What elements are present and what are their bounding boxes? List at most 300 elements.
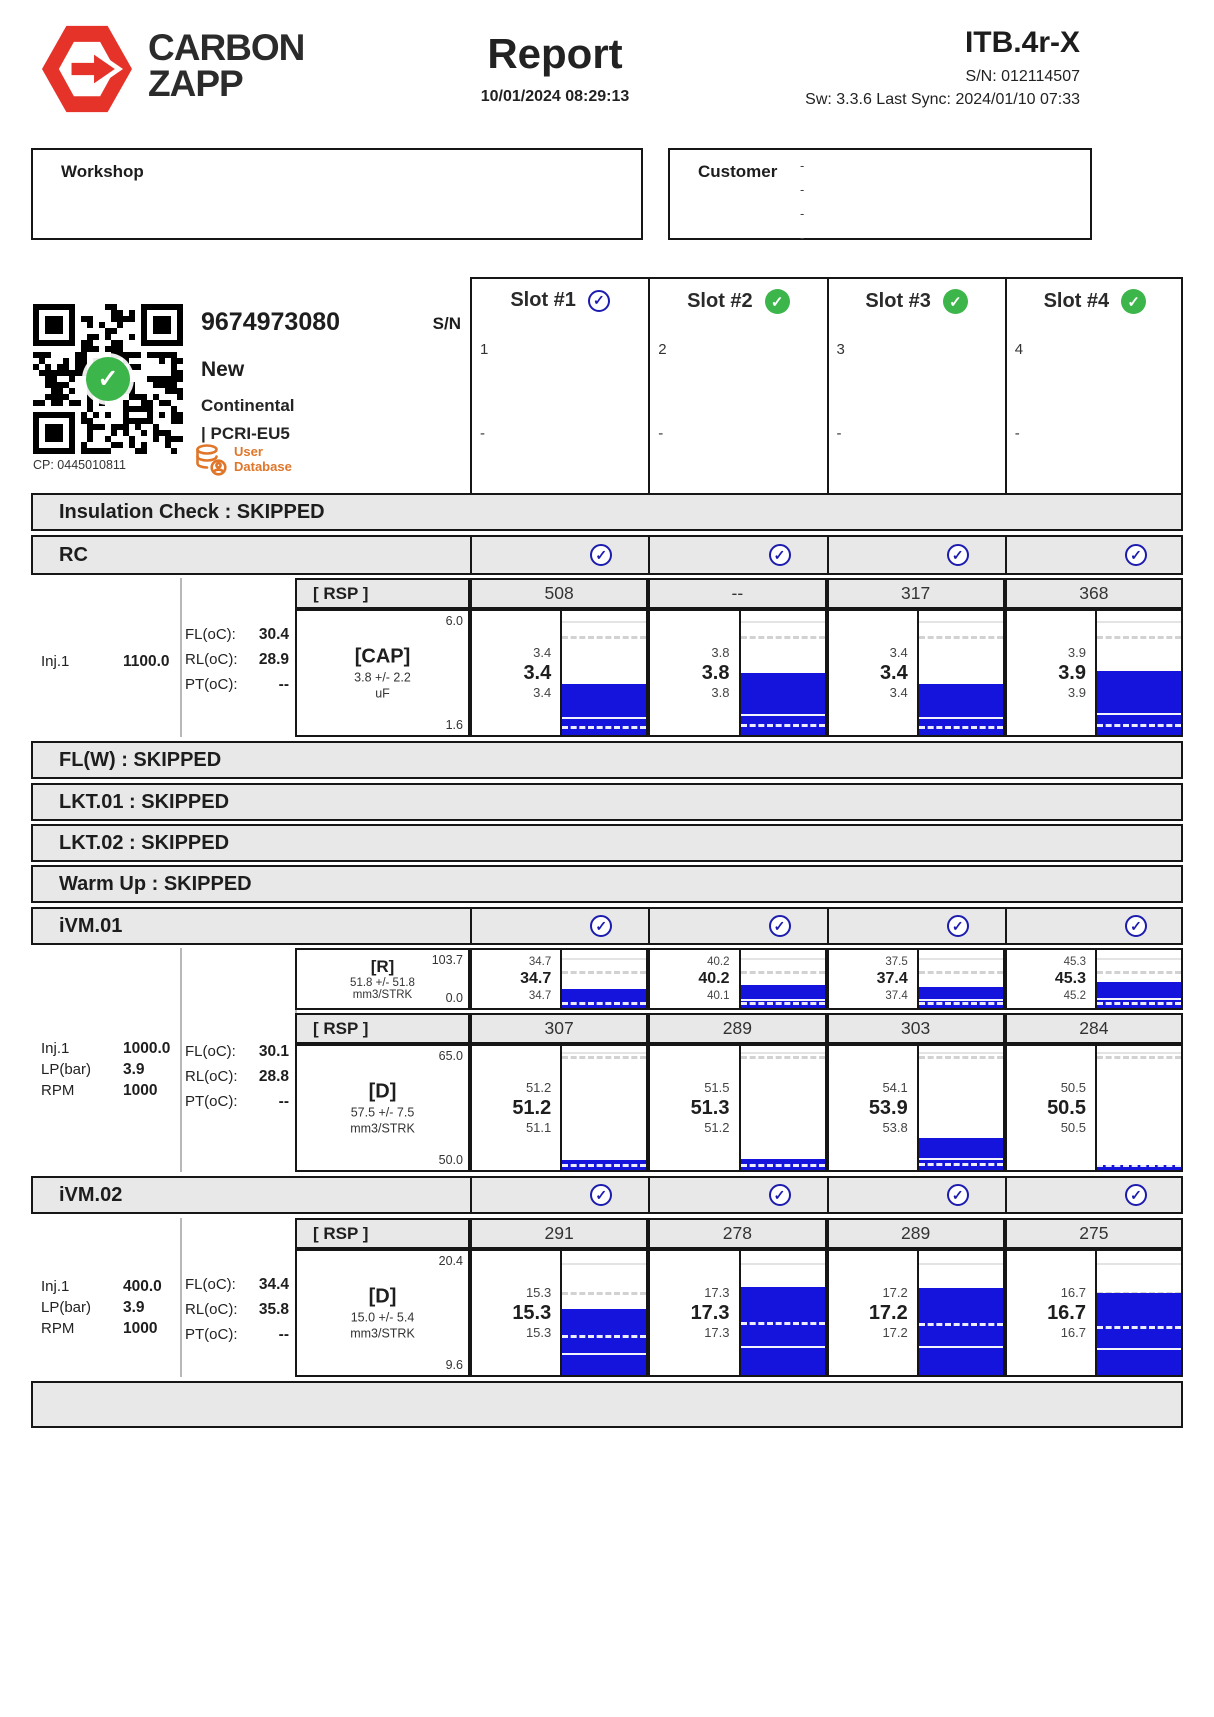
- qr-code: [33, 304, 183, 459]
- value-avg: 3.9: [1058, 661, 1086, 684]
- upper-limit-line: [741, 958, 825, 960]
- rsp-value-cell: 289: [827, 1218, 1005, 1249]
- value-max: 3.9: [1067, 644, 1086, 660]
- upper-limit-line: [562, 958, 646, 960]
- condition-label: Inj.1: [41, 653, 70, 670]
- slot-check-cell: [827, 907, 1005, 945]
- value-min: 45.2: [1063, 989, 1086, 1002]
- section-bar-flw-title: FL(W) : SKIPPED: [59, 748, 222, 771]
- test-unit: mm3/STRK: [350, 1326, 415, 1341]
- condition-value: 3.9: [123, 1299, 145, 1316]
- slot-column: [1005, 277, 1183, 493]
- rsp-value-cell: 284: [1005, 1013, 1183, 1044]
- check-filled-green-icon: ✓: [765, 289, 790, 314]
- bar-fill: [919, 1288, 1003, 1375]
- rsp-label: [ RSP ]: [313, 1018, 369, 1038]
- test-tolerance: 51.8 +/- 51.8: [350, 977, 415, 989]
- upper-limit-line: [919, 1052, 1003, 1054]
- check-outline-blue-icon: ✓: [769, 915, 791, 937]
- white-dash-marker: [1097, 724, 1181, 727]
- temp-label: PT(oC):: [185, 676, 238, 693]
- range-max: 103.7: [431, 953, 463, 967]
- section-bar-insulation-title: Insulation Check : SKIPPED: [59, 500, 325, 523]
- upper-limit-line: [1097, 1052, 1181, 1054]
- device-serial: S/N: 012114507: [965, 68, 1080, 85]
- section-bar-ivm02: [31, 1176, 1183, 1214]
- upper-limit-line: [1097, 1263, 1181, 1265]
- value-min: 37.4: [885, 989, 908, 1002]
- white-dash-marker: [919, 1002, 1003, 1005]
- tolerance-dash-line: [741, 1056, 825, 1059]
- user-database-badge: [193, 442, 292, 478]
- tolerance-dash-line: [1097, 1056, 1181, 1059]
- condition-value: 1100.0: [123, 653, 170, 670]
- condition-label: Inj.1: [41, 1278, 70, 1295]
- rsp-label: [ RSP ]: [313, 1223, 369, 1243]
- tolerance-dash-line: [919, 636, 1003, 639]
- bar-chart: [739, 1046, 825, 1170]
- section-bar-lkt02: [31, 824, 1183, 862]
- condition-value: 3.9: [123, 1061, 145, 1078]
- white-line-marker: [919, 999, 1003, 1002]
- report-table: [31, 268, 1183, 1498]
- section-bar-warmup: [31, 865, 1183, 903]
- slot-index: 2: [658, 341, 667, 358]
- white-line-marker: [562, 1353, 646, 1356]
- customer-dash: -: [800, 230, 805, 245]
- slot-chart-cell: [470, 948, 648, 1010]
- bar-chart: [1095, 1046, 1181, 1170]
- white-line-marker: [919, 1158, 1003, 1161]
- slot-index: 1: [480, 341, 489, 358]
- value-avg: 53.9: [868, 1096, 908, 1119]
- check-outline-blue-icon: ✓: [1125, 1184, 1147, 1206]
- brand-name: [148, 27, 305, 105]
- upper-limit-line: [1097, 958, 1181, 960]
- test-name: [D]: [368, 1080, 397, 1103]
- column-divider: [180, 948, 182, 1172]
- upper-limit-line: [562, 621, 646, 623]
- rsp-label-cell: [295, 1218, 470, 1249]
- value-min: 40.1: [707, 989, 730, 1002]
- check-outline-blue-icon: ✓: [947, 544, 969, 566]
- slot-check-cell: [470, 907, 648, 945]
- upper-limit-line: [741, 1052, 825, 1054]
- injector-part-number: 9674973080: [201, 308, 341, 336]
- brand-logo: [38, 24, 136, 119]
- check-outline-blue-icon: ✓: [947, 1184, 969, 1206]
- slot-values: [650, 611, 738, 735]
- condition-label: RPM: [41, 1320, 75, 1337]
- slot-values: [650, 950, 738, 1008]
- value-avg: 17.3: [690, 1301, 730, 1324]
- slot-chart-cell: [470, 609, 648, 737]
- white-line-marker: [1097, 1348, 1181, 1351]
- slot-values: [650, 1046, 738, 1170]
- brand-line2: ZAPP: [148, 63, 243, 105]
- slot-values: [829, 1046, 917, 1170]
- carbon-zapp-logo-icon: [38, 24, 136, 114]
- slot-check-cell: [1005, 1176, 1183, 1214]
- slot-title: Slot #2: [687, 290, 753, 312]
- upper-limit-line: [741, 621, 825, 623]
- rsp-value-cell: 508: [470, 578, 648, 609]
- upper-limit-line: [741, 1263, 825, 1265]
- temp-value: --: [278, 1326, 289, 1343]
- range-min: 50.0: [438, 1153, 463, 1167]
- slot-sn-value: -: [1014, 425, 1020, 442]
- value-max: 50.5: [1060, 1079, 1086, 1095]
- rsp-value-cell: --: [648, 578, 826, 609]
- customer-label: Customer: [698, 162, 778, 181]
- bar-fill: [562, 1309, 646, 1375]
- value-max: 3.4: [889, 644, 908, 660]
- slot-values: [472, 1046, 560, 1170]
- column-divider: [180, 578, 182, 737]
- value-max: 45.3: [1063, 956, 1086, 969]
- slot-chart-cell: [1005, 1044, 1183, 1172]
- slot-check-cell: [470, 1176, 648, 1214]
- tolerance-dash-line: [562, 971, 646, 974]
- test-info: [297, 1286, 468, 1341]
- slot-header: [472, 277, 648, 312]
- tolerance-dash-line: [562, 636, 646, 639]
- slot-chart-cell: [648, 948, 826, 1010]
- value-avg: 3.4: [879, 661, 908, 684]
- white-dash-marker: [1097, 1164, 1181, 1167]
- bar-chart: [560, 950, 646, 1008]
- slot-title: Slot #4: [1043, 290, 1110, 312]
- bar-chart: [739, 950, 825, 1008]
- slot-values: [829, 950, 917, 1008]
- range-max: 6.0: [445, 614, 463, 628]
- section-bar-insulation: [31, 493, 1183, 531]
- value-avg: 50.5: [1047, 1096, 1086, 1119]
- slot-chart-cell: [827, 1249, 1005, 1377]
- slot-values: [472, 950, 560, 1008]
- white-dash-marker: [741, 1322, 825, 1325]
- customer-dash: -: [800, 158, 805, 173]
- value-min: 15.3: [525, 1325, 552, 1341]
- slot-chart-cell: [648, 609, 826, 737]
- white-line-marker: [741, 999, 825, 1002]
- rsp-label: [ RSP ]: [313, 583, 369, 603]
- check-outline-blue-icon: ✓: [947, 915, 969, 937]
- value-max: 40.2: [707, 956, 730, 969]
- device-model: ITB.4r-X: [964, 26, 1080, 59]
- check-outline-blue-icon: ✓: [588, 290, 610, 312]
- value-avg: 3.8: [701, 661, 730, 684]
- test-tolerance: 3.8 +/- 2.2: [354, 670, 411, 685]
- device-header: [700, 26, 1080, 109]
- check-filled-green-icon: ✓: [1121, 289, 1146, 314]
- range-min: 9.6: [445, 1358, 463, 1372]
- test-info: [297, 646, 468, 701]
- tolerance-dash-line: [741, 636, 825, 639]
- condition-value: 400.0: [123, 1278, 162, 1295]
- value-avg: 15.3: [512, 1301, 552, 1324]
- check-filled-green-icon: ✓: [943, 289, 968, 314]
- condition-label: RPM: [41, 1082, 75, 1099]
- value-avg: 45.3: [1054, 970, 1086, 988]
- white-line-marker: [741, 714, 825, 717]
- brand-line1: CARBON: [148, 27, 305, 68]
- test-info-cell: [295, 948, 470, 1010]
- section-bar-rc: [31, 535, 1183, 575]
- customer-box: [668, 148, 1092, 245]
- slot-values: [472, 1251, 560, 1375]
- temp-value: 34.4: [258, 1276, 289, 1293]
- slot-sn-value: -: [480, 425, 485, 442]
- white-line-marker: [919, 1346, 1003, 1349]
- value-avg: 37.4: [876, 970, 908, 988]
- white-line-marker: [562, 717, 646, 720]
- slot-header: [650, 277, 826, 314]
- bar-chart: [560, 1251, 646, 1375]
- slot-check-cell: [827, 535, 1005, 575]
- value-avg: 51.3: [690, 1096, 730, 1119]
- value-min: 3.4: [533, 685, 552, 701]
- condition-label: LP(bar): [41, 1061, 92, 1078]
- temp-label: FL(oC):: [185, 1276, 236, 1293]
- check-outline-blue-icon: ✓: [590, 544, 612, 566]
- qr-check-icon: ✓: [86, 357, 130, 401]
- test-unit: mm3/STRK: [352, 989, 413, 1001]
- test-tolerance: 57.5 +/- 7.5: [350, 1105, 415, 1120]
- tolerance-dash-line: [562, 1292, 646, 1295]
- slot-chart-cell: [1005, 609, 1183, 737]
- tolerance-dash-line: [562, 1056, 646, 1059]
- temp-label: RL(oC):: [185, 1068, 238, 1085]
- injector-cp-number: CP: 0445010811: [33, 458, 126, 472]
- test-unit: uF: [375, 686, 390, 701]
- upper-limit-line: [562, 1263, 646, 1265]
- slot-title: Slot #3: [865, 290, 931, 312]
- slot-check-cell: [648, 907, 826, 945]
- slot-values: [472, 611, 560, 735]
- bar-chart: [560, 1046, 646, 1170]
- bar-chart: [917, 611, 1003, 735]
- slot-chart-cell: [470, 1044, 648, 1172]
- test-tolerance: 15.0 +/- 5.4: [350, 1310, 415, 1325]
- condition-value: 1000: [123, 1082, 158, 1099]
- slot-header: [1007, 277, 1183, 314]
- check-outline-blue-icon: ✓: [1125, 544, 1147, 566]
- slot-column: [827, 277, 1005, 493]
- upper-limit-line: [919, 958, 1003, 960]
- white-dash-marker: [919, 726, 1003, 729]
- check-outline-blue-icon: ✓: [769, 544, 791, 566]
- rsp-value-cell: 275: [1005, 1218, 1183, 1249]
- workshop-label: Workshop: [61, 162, 144, 181]
- temp-label: FL(oC):: [185, 1043, 236, 1060]
- range-max: 20.4: [438, 1254, 463, 1268]
- rsp-value-cell: 303: [827, 1013, 1005, 1044]
- value-min: 3.4: [889, 685, 908, 701]
- slot-check-cell: [648, 535, 826, 575]
- database-icon: [193, 442, 229, 478]
- section-bar-warmup-title: Warm Up : SKIPPED: [59, 872, 252, 895]
- value-max: 3.4: [533, 644, 552, 660]
- tolerance-dash-line: [919, 971, 1003, 974]
- value-min: 51.2: [704, 1120, 730, 1136]
- injector-family: | PCRI-EU5: [201, 424, 290, 443]
- slot-check-cell: [1005, 535, 1183, 575]
- white-dash-marker: [919, 1323, 1003, 1326]
- white-line-marker: [1097, 998, 1181, 1001]
- check-outline-blue-icon: ✓: [590, 1184, 612, 1206]
- divider: [1181, 277, 1183, 493]
- bar-chart: [1095, 1251, 1181, 1375]
- injector-condition: New: [201, 358, 245, 381]
- tolerance-dash-line: [741, 971, 825, 974]
- bar-chart: [917, 950, 1003, 1008]
- value-max: 3.8: [711, 644, 730, 660]
- value-avg: 3.4: [523, 661, 552, 684]
- slot-index: 3: [836, 341, 845, 358]
- bar-chart: [560, 611, 646, 735]
- temp-label: PT(oC):: [185, 1093, 238, 1110]
- upper-limit-line: [1097, 621, 1181, 623]
- value-max: 37.5: [885, 956, 908, 969]
- slot-index: 4: [1014, 341, 1024, 358]
- user-database-label: [234, 445, 292, 475]
- section-bar-ivm01-title: iVM.01: [59, 914, 123, 937]
- workshop-box: [31, 148, 643, 240]
- slot-check-cell: [648, 1176, 826, 1214]
- slot-column: [470, 277, 648, 493]
- section-bar-flw: [31, 741, 1183, 779]
- slot-chart-cell: [648, 1249, 826, 1377]
- slot-chart-cell: [470, 1249, 648, 1377]
- slot-values: [1007, 611, 1095, 735]
- temp-value: 28.8: [258, 1068, 289, 1085]
- section-bar-lkt01-title: LKT.01 : SKIPPED: [59, 790, 230, 813]
- customer-dash: -: [800, 206, 805, 221]
- footer-bar: [31, 1381, 1183, 1428]
- rsp-value-cell: 368: [1005, 578, 1183, 609]
- white-dash-marker: [562, 1002, 646, 1005]
- test-unit: mm3/STRK: [350, 1121, 415, 1136]
- check-outline-blue-icon: ✓: [769, 1184, 791, 1206]
- slot-title: Slot #1: [510, 289, 576, 311]
- tolerance-dash-line: [1097, 636, 1181, 639]
- test-name: [D]: [368, 1285, 397, 1308]
- slot-values: [1007, 1251, 1095, 1375]
- test-info-cell: [295, 609, 470, 737]
- device-sw-sync: Sw: 3.3.6 Last Sync: 2024/01/10 07:33: [805, 91, 1080, 108]
- value-max: 17.2: [882, 1284, 908, 1300]
- slot-values: [829, 611, 917, 735]
- white-line-marker: [741, 1346, 825, 1349]
- value-max: 17.3: [704, 1284, 730, 1300]
- slot-check-cell: [470, 535, 648, 575]
- slot-chart-cell: [827, 609, 1005, 737]
- bar-chart: [739, 611, 825, 735]
- temp-value: 35.8: [258, 1301, 289, 1318]
- rsp-value-cell: 291: [470, 1218, 648, 1249]
- upper-limit-line: [919, 621, 1003, 623]
- value-max: 54.1: [882, 1079, 908, 1095]
- tolerance-dash-line: [919, 1056, 1003, 1059]
- range-min: 0.0: [445, 991, 463, 1005]
- customer-dash: -: [800, 182, 805, 197]
- check-outline-blue-icon: ✓: [590, 915, 612, 937]
- sn-column-label: S/N: [432, 314, 461, 333]
- temp-label: RL(oC):: [185, 1301, 238, 1318]
- value-min: 34.7: [528, 989, 552, 1002]
- condition-value: 1000: [123, 1320, 158, 1337]
- value-min: 16.7: [1060, 1325, 1086, 1341]
- range-max: 65.0: [438, 1049, 463, 1063]
- slot-chart-cell: [827, 948, 1005, 1010]
- bar-chart: [1095, 950, 1181, 1008]
- white-dash-marker: [741, 1002, 825, 1005]
- value-avg: 40.2: [698, 970, 730, 988]
- column-divider: [180, 1218, 182, 1377]
- white-dash-marker: [562, 726, 646, 729]
- value-avg: 34.7: [520, 970, 552, 988]
- value-min: 3.9: [1067, 685, 1086, 701]
- condition-label: Inj.1: [41, 1040, 70, 1057]
- section-bar-rc-title: RC: [59, 543, 88, 566]
- section-bar-lkt01: [31, 783, 1183, 821]
- bar-fill: [1097, 1293, 1181, 1375]
- value-max: 34.7: [528, 956, 552, 969]
- injector-brand: Continental: [201, 396, 295, 415]
- upper-limit-line: [562, 1052, 646, 1054]
- report-datetime: 10/01/2024 08:29:13: [480, 88, 630, 105]
- slot-chart-cell: [648, 1044, 826, 1172]
- test-info-cell: [295, 1249, 470, 1377]
- db-label-2: Database: [234, 459, 292, 474]
- value-max: 15.3: [525, 1284, 552, 1300]
- range-min: 1.6: [445, 718, 463, 732]
- white-dash-marker: [741, 1164, 825, 1167]
- bar-fill: [562, 989, 646, 1008]
- bar-chart: [739, 1251, 825, 1375]
- value-avg: 17.2: [868, 1301, 908, 1324]
- slot-sn-value: -: [658, 425, 664, 442]
- test-info-cell: [295, 1044, 470, 1172]
- temp-value: 30.4: [258, 626, 289, 643]
- temp-value: 28.9: [258, 651, 289, 668]
- slot-values: [1007, 1046, 1095, 1170]
- rsp-value-cell: 307: [470, 1013, 648, 1044]
- value-avg: 51.2: [512, 1096, 552, 1119]
- check-outline-blue-icon: ✓: [1125, 915, 1147, 937]
- slot-check-cell: [827, 1176, 1005, 1214]
- slot-values: [650, 1251, 738, 1375]
- rsp-label-cell: [295, 578, 470, 609]
- white-dash-marker: [562, 1164, 646, 1167]
- bar-fill: [741, 1287, 825, 1375]
- slot-values: [1007, 950, 1095, 1008]
- bar-chart: [917, 1046, 1003, 1170]
- rsp-label-cell: [295, 1013, 470, 1044]
- white-dash-marker: [1097, 1326, 1181, 1329]
- rsp-value-cell: 289: [648, 1013, 826, 1044]
- db-label-1: User: [234, 444, 263, 460]
- white-line-marker: [1097, 713, 1181, 716]
- value-max: 16.7: [1060, 1284, 1086, 1300]
- temp-value: --: [278, 1093, 289, 1110]
- value-min: 51.1: [525, 1120, 552, 1136]
- section-bar-ivm02-title: iVM.02: [59, 1183, 123, 1206]
- value-min: 50.5: [1060, 1120, 1086, 1136]
- test-info: [297, 1081, 468, 1136]
- temp-label: FL(oC):: [185, 626, 236, 643]
